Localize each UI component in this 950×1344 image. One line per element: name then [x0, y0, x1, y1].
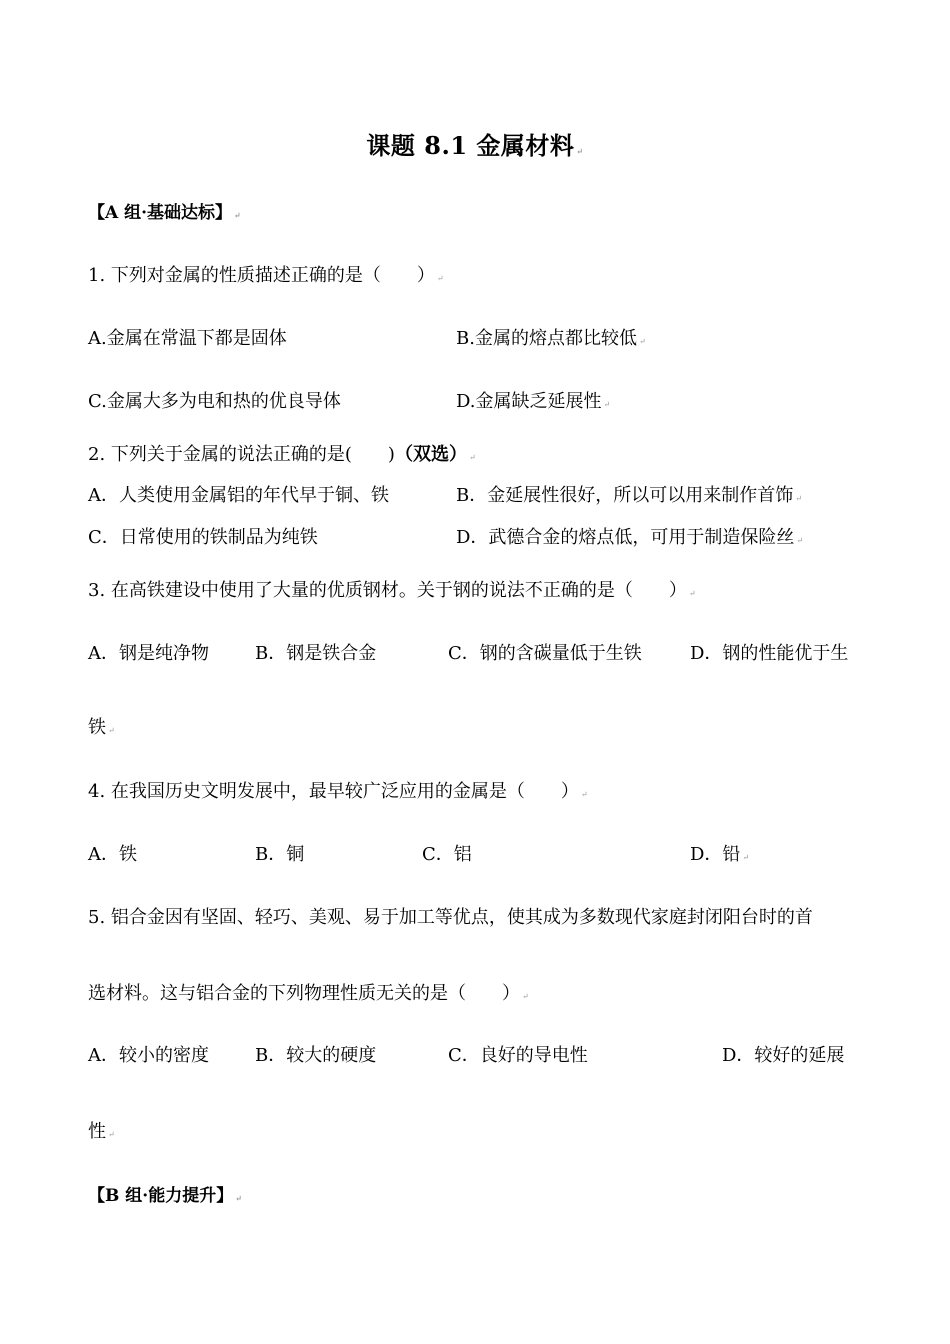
paragraph-mark: ↵ [795, 494, 802, 503]
question-2-option-c: C．日常使用的铁制品为纯铁 [88, 527, 318, 548]
question-5-option-b: B．较大的硬度 [255, 1045, 377, 1066]
question-5-option-c: C．良好的导电性 [448, 1045, 588, 1066]
question-3-stem [88, 579, 696, 606]
paragraph-mark: ↵ [688, 589, 696, 598]
paragraph-mark: ↵ [796, 536, 804, 545]
paragraph-mark: ↵ [522, 992, 529, 1001]
option-text: D．武德合金的熔点低，可用于制造保险丝 [456, 527, 795, 548]
question-1-option-c: C.金属大多为电和热的优良导体 [88, 391, 341, 412]
question-4-option-b: B．铜 [255, 844, 305, 865]
option-text: D．铅 [690, 844, 741, 865]
question-5-option-a: A．较小的密度 [88, 1045, 209, 1066]
paragraph-mark: ↵ [234, 210, 241, 220]
question-2-option-d [456, 526, 803, 553]
paragraph-mark: ↵ [742, 853, 750, 862]
section-b-text: 【B 组·能力提升】 [88, 1186, 234, 1206]
question-1-option-d [456, 390, 610, 417]
question-1-option-a: A.金属在常温下都是固体 [88, 328, 287, 349]
paragraph-mark: ↵ [436, 274, 444, 283]
paragraph-mark: ↵ [603, 400, 611, 409]
question-4-stem [88, 780, 588, 807]
question-3-option-c: C．钢的含碳量低于生铁 [448, 643, 642, 664]
question-5-text-2: 选材料。这与铝合金的下列物理性质无关的是（ ） [88, 983, 520, 1004]
section-a-heading [88, 201, 241, 227]
paragraph-mark: ↵ [576, 146, 584, 156]
paragraph-mark: ↵ [580, 790, 588, 799]
question-3-continuation [88, 716, 115, 743]
paragraph-mark: ↵ [108, 1130, 115, 1139]
paragraph-mark: ↵ [235, 1193, 242, 1203]
question-5-stem-line-2 [88, 982, 529, 1009]
question-5-stem: 5. 铝合金因有坚固、轻巧、美观、易于加工等优点，使其成为多数现代家庭封闭阳台时的首 [88, 907, 813, 928]
question-4-option-a: A．铁 [88, 844, 137, 865]
question-2-double-select: （双选） [394, 444, 467, 465]
paragraph-mark: ↵ [638, 337, 646, 346]
question-2-stem [88, 443, 476, 470]
option-text: B.金属的熔点都比较低 [456, 328, 637, 349]
question-3-option-a: A．钢是纯净物 [88, 643, 209, 664]
question-4-option-d [690, 843, 749, 870]
question-2-text: 2. 下列关于金属的说法正确的是( ) [88, 444, 395, 465]
question-1-text: 1. 下列对金属的性质描述正确的是（ ） [88, 265, 435, 286]
section-b-heading [88, 1184, 242, 1210]
question-1-option-b [456, 327, 646, 354]
question-4-text: 4. 在我国历史文明发展中，最早较广泛应用的金属是（ ） [88, 781, 579, 802]
question-5-option-d: D．较好的延展 [722, 1045, 845, 1066]
question-5-continuation [88, 1120, 115, 1147]
question-1-stem [88, 264, 444, 291]
paragraph-mark: ↵ [468, 453, 476, 462]
question-2-option-a: A．人类使用金属铝的年代早于铜、铁 [88, 485, 389, 506]
continuation-text: 铁 [88, 717, 106, 738]
title-text: 课题 8.1 金属材料 [366, 131, 575, 160]
option-text: B．金延展性很好，所以可以用来制作首饰 [456, 485, 794, 506]
continuation-text: 性 [88, 1121, 106, 1142]
page-title [0, 126, 950, 161]
question-2-option-b [456, 484, 802, 511]
question-3-option-b: B．钢是铁合金 [255, 643, 377, 664]
question-4-option-c: C．铝 [422, 844, 472, 865]
option-text: D.金属缺乏延展性 [456, 391, 602, 412]
question-3-text: 3. 在高铁建设中使用了大量的优质钢材。关于钢的说法不正确的是（ ） [88, 580, 687, 601]
paragraph-mark: ↵ [108, 726, 115, 735]
question-3-option-d: D．钢的性能优于生 [690, 643, 849, 664]
section-a-text: 【A 组·基础达标】 [88, 203, 233, 223]
